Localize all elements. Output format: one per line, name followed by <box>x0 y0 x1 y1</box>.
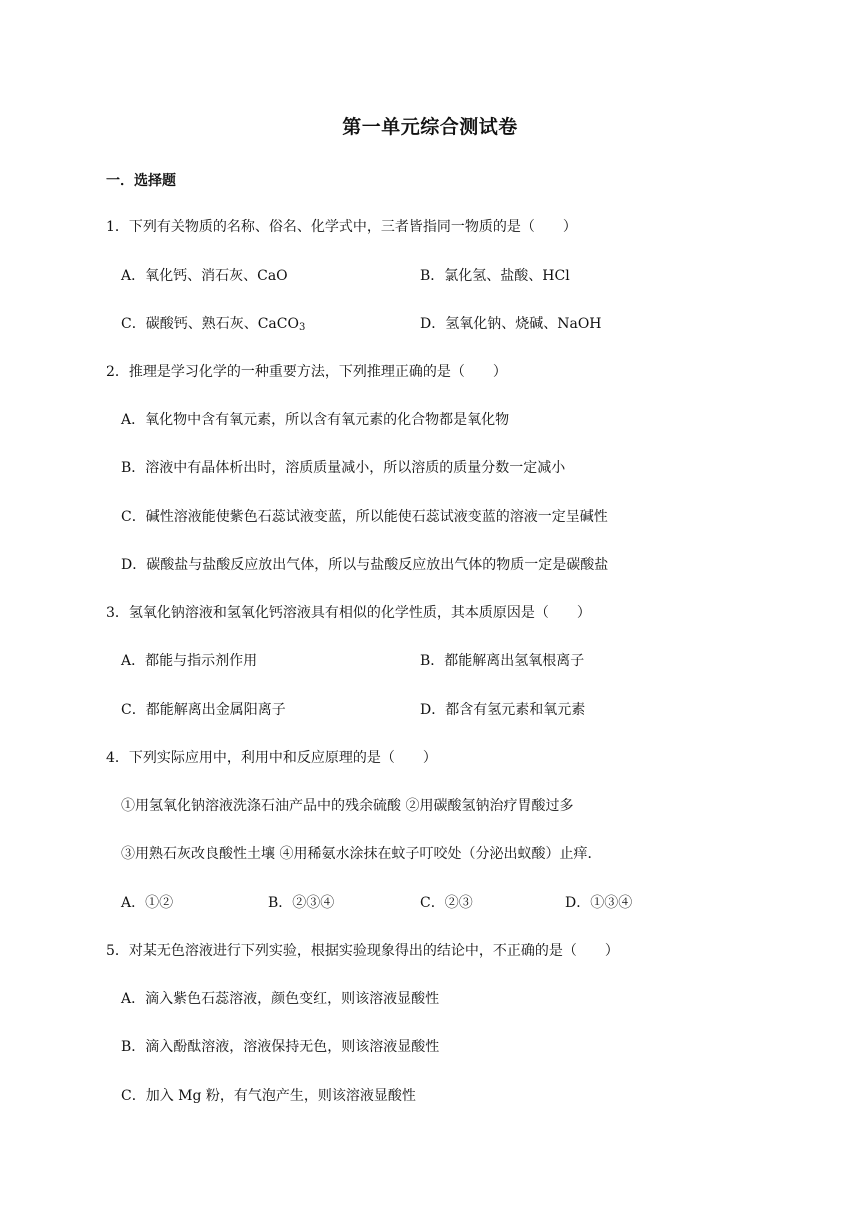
question-2-stem: 2．推理是学习化学的一种重要方法，下列推理正确的是（ ） <box>106 364 507 380</box>
question-4-item-line-2: ③用熟石灰改良酸性土壤 ④用稀氨水涂抹在蚊子叮咬处（分泌出蚁酸）止痒． <box>121 846 602 862</box>
question-3-option-b: B．都能解离出氢氧根离子 <box>420 653 585 669</box>
question-1-option-d: D．氢氧化钠、烧碱、NaOH <box>420 316 602 332</box>
question-4-option-c: C．②③ <box>420 895 473 911</box>
question-1-stem: 1．下列有关物质的名称、俗名、化学式中，三者皆指同一物质的是（ ） <box>106 219 577 235</box>
question-2-option-c: C．碱性溶液能使紫色石蕊试液变蓝，所以能使石蕊试液变蓝的溶液一定呈碱性 <box>121 509 608 525</box>
question-5-option-a: A．滴入紫色石蕊溶液，颜色变红，则该溶液显酸性 <box>121 991 440 1007</box>
question-1-option-c-text: C．碳酸钙、熟石灰、CaCO <box>121 316 299 332</box>
question-2-option-a: A．氧化物中含有氧元素，所以含有氧元素的化合物都是氧化物 <box>121 412 510 428</box>
question-5-stem: 5．对某无色溶液进行下列实验，根据实验现象得出的结论中，不正确的是（ ） <box>106 943 619 959</box>
question-5-option-c: C．加入 Mg 粉，有气泡产生，则该溶液显酸性 <box>121 1088 416 1104</box>
question-3-stem: 3．氢氧化钠溶液和氢氧化钙溶液具有相似的化学性质，其本质原因是（ ） <box>106 605 591 621</box>
question-3-option-d: D．都含有氢元素和氧元素 <box>420 702 586 718</box>
question-4-option-d: D．①③④ <box>565 895 633 911</box>
question-4-option-a: A．①② <box>121 895 174 911</box>
question-4-item-line-1: ①用氢氧化钠溶液洗涤石油产品中的残余硫酸 ②用碳酸氢钠治疗胃酸过多 <box>121 798 574 814</box>
question-1-option-a: A．氧化钙、消石灰、CaO <box>121 268 288 284</box>
question-2-option-b: B．溶液中有晶体析出时，溶质质量减小，所以溶质的质量分数一定减小 <box>121 460 566 476</box>
question-3-option-a: A．都能与指示剂作用 <box>121 653 258 669</box>
question-2-option-d: D．碳酸盐与盐酸反应放出气体，所以与盐酸反应放出气体的物质一定是碳酸盐 <box>121 557 609 573</box>
question-1-option-c <box>121 314 305 338</box>
question-5-option-b: B．滴入酚酞溶液，溶液保持无色，则该溶液显酸性 <box>121 1039 440 1055</box>
page-title: 第一单元综合测试卷 <box>342 116 518 138</box>
question-4-stem: 4．下列实际应用中，利用中和反应原理的是（ ） <box>106 750 437 766</box>
question-4-option-b: B．②③④ <box>268 895 335 911</box>
question-1-option-b: B．氯化氢、盐酸、HCl <box>420 268 570 284</box>
section-heading: 一．选择题 <box>106 173 176 189</box>
question-3-option-c: C．都能解离出金属阳离子 <box>121 702 286 718</box>
question-1-option-c-subscript: 3 <box>298 322 306 333</box>
